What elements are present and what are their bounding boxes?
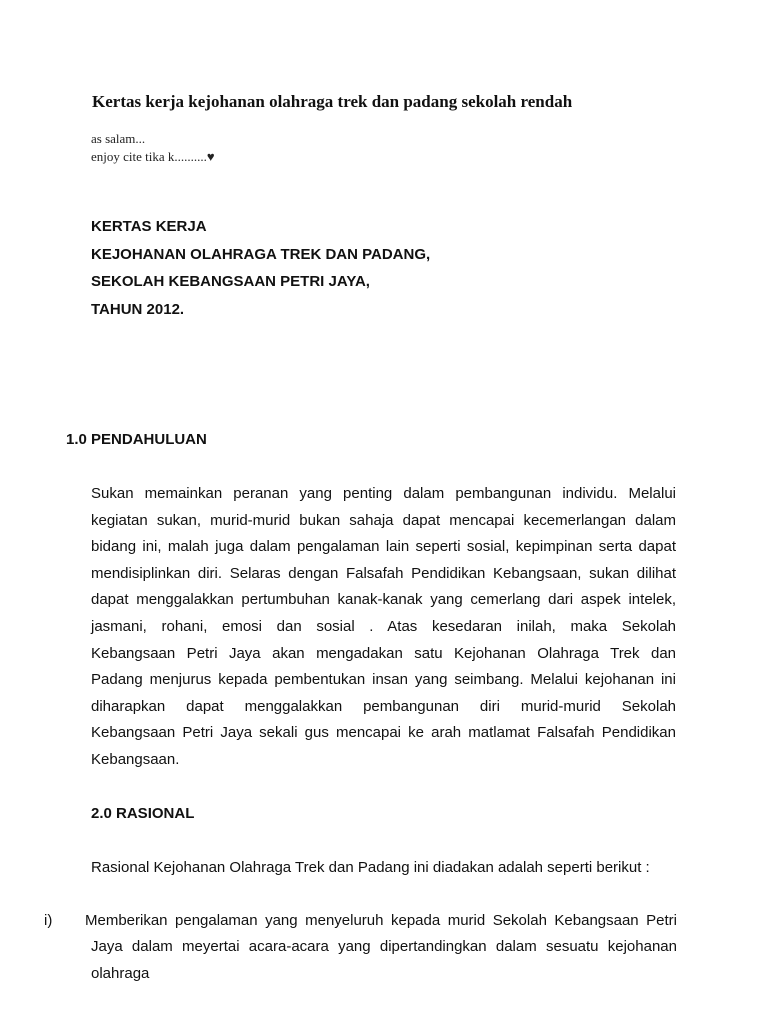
cover-line-2: KEJOHANAN OLAHRAGA TREK DAN PADANG, [91,246,431,263]
cover-line-4: TAHUN 2012. [91,301,185,318]
section-heading-pendahuluan: 1.0 PENDAHULUAN [66,431,207,448]
greeting-line-1: as salam... [91,131,146,146]
heart-icon: ♥ [206,149,215,164]
cover-line-1: KERTAS KERJA [91,218,207,235]
paragraph-line: Sukan memainkan peranan yang penting dalam pembangunan individu. Melalui [91,485,676,502]
paragraph-line: bidang ini, malah juga dalam pengalaman lain seperti sosial, kepimpinan serta dapat [91,538,676,556]
paragraph-line: Kebangsaan Petri Jaya sekali gus mencapai ke arah matlamat Falsafah Pendidikan [91,724,676,742]
list-marker: i) [44,912,53,929]
greeting-text: enjoy cite tika k.......... [91,149,207,164]
paragraph-line: diharapkan dapat menggalakkan pembangunan diri murid-murid Sekolah [91,697,676,715]
paragraph-line: kegiatan sukan, murid-murid bukan sahaja dapat mencapai kecemerlangan dalam [91,511,676,529]
paragraph-line: Kebangsaan Petri Jaya akan mengadakan satu Kejohanan Olahraga Trek dan [91,644,676,662]
paragraph-line: Padang menjurus kepada pembentukan insan yang seimbang. Melalui kejohanan ini [91,671,676,689]
paragraph-line: Kebangsaan. [91,750,180,768]
greeting-line-2 [91,148,215,166]
section-heading-rasional: 2.0 RASIONAL [91,805,195,822]
paragraph-line: jasmani, rohani, emosi dan sosial . Atas kesedaran inilah, maka Sekolah [91,617,676,635]
rasional-intro: Rasional Kejohanan Olahraga Trek dan Padang ini diadakan adalah seperti berikut : [91,859,650,876]
list-item-line: olahraga [91,965,150,982]
cover-line-3: SEKOLAH KEBANGSAAN PETRI JAYA, [91,273,370,290]
paragraph-line: mendisiplinkan diri. Selaras dengan Falsafah Pendidikan Kebangsaan, sukan dilihat [91,564,676,582]
document-title: Kertas kerja kejohanan olahraga trek dan padang sekolah rendah [92,92,573,111]
greeting [91,130,215,166]
pendahuluan-paragraph [91,484,676,777]
list-item-line: Jaya dalam meyertai acara-acara yang dipertandingkan dalam sesuatu kejohanan [91,938,677,955]
list-item-line: Memberikan pengalaman yang menyeluruh kepada murid Sekolah Kebangsaan Petri [85,912,677,929]
paragraph-line: dapat menggalakkan pertumbuhan kanak-kanak yang cemerlang dari aspek intelek, [91,591,676,609]
